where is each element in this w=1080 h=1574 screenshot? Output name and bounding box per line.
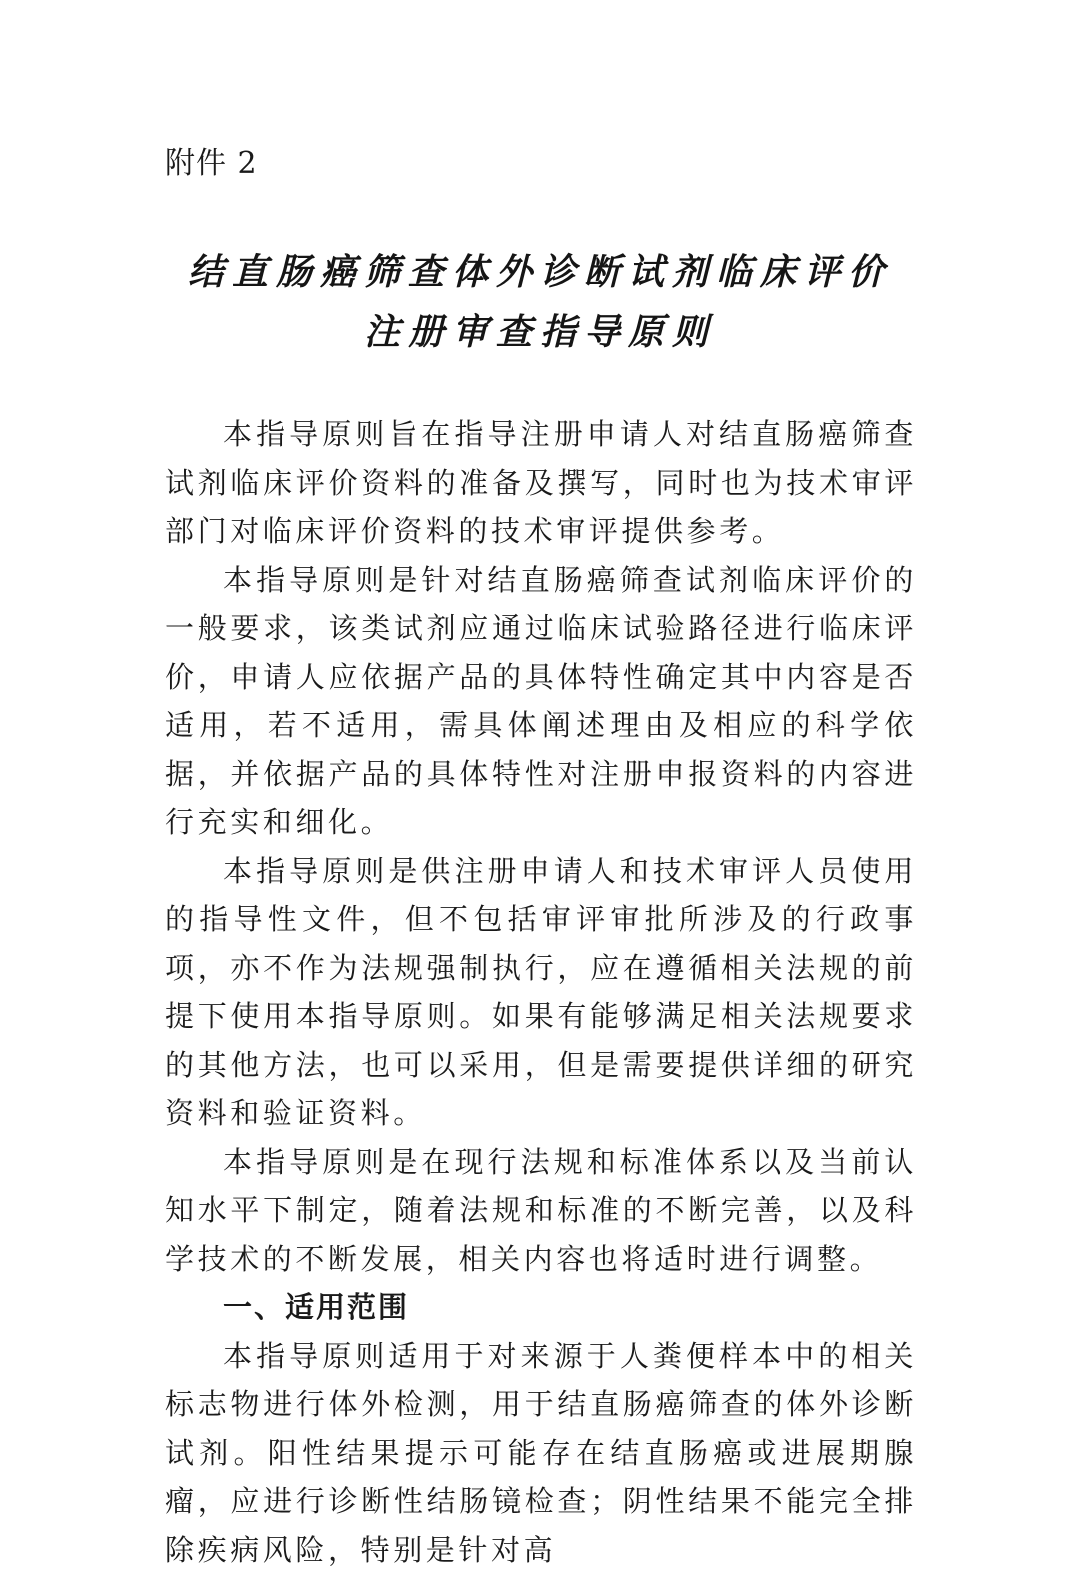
attachment-label: 附件 2 (165, 142, 258, 186)
paragraph-general-requirements: 本指导原则是针对结直肠癌筛查试剂临床评价的一般要求，该类试剂应通过临床试验路径进行临床评价，申请人应依据产品的具体特性确定其中内容是否适用，若不适用，需具体阐述理由及相应的科学依据，并依据产品的具体特性对注册申报资料的内容进行充实和细化。 (165, 556, 917, 847)
title-line-1: 结直肠癌筛查体外诊断试剂临床评价 (0, 243, 1080, 303)
paragraph-revision: 本指导原则是在现行法规和标准体系以及当前认知水平下制定，随着法规和标准的不断完善，以及科学技术的不断发展，相关内容也将适时进行调整。 (165, 1138, 917, 1284)
paragraph-purpose: 本指导原则旨在指导注册申请人对结直肠癌筛查试剂临床评价资料的准备及撰写，同时也为技术审评部门对临床评价资料的技术审评提供参考。 (165, 410, 917, 556)
document-body (165, 410, 917, 1574)
title-line-2: 注册审查指导原则 (0, 303, 1080, 363)
document-title (0, 243, 1080, 363)
section-heading-scope: 一、适用范围 (165, 1283, 917, 1332)
paragraph-scope: 本指导原则适用于对来源于人粪便样本中的相关标志物进行体外检测，用于结直肠癌筛查的体外诊断试剂。阳性结果提示可能存在结直肠癌或进展期腺瘤，应进行诊断性结肠镜检查；阴性结果不能完全排除疾病风险，特别是针对高 (165, 1332, 917, 1574)
paragraph-usage: 本指导原则是供注册申请人和技术审评人员使用的指导性文件，但不包括审评审批所涉及的行政事项，亦不作为法规强制执行，应在遵循相关法规的前提下使用本指导原则。如果有能够满足相关法规要求的其他方法，也可以采用，但是需要提供详细的研究资料和验证资料。 (165, 847, 917, 1138)
